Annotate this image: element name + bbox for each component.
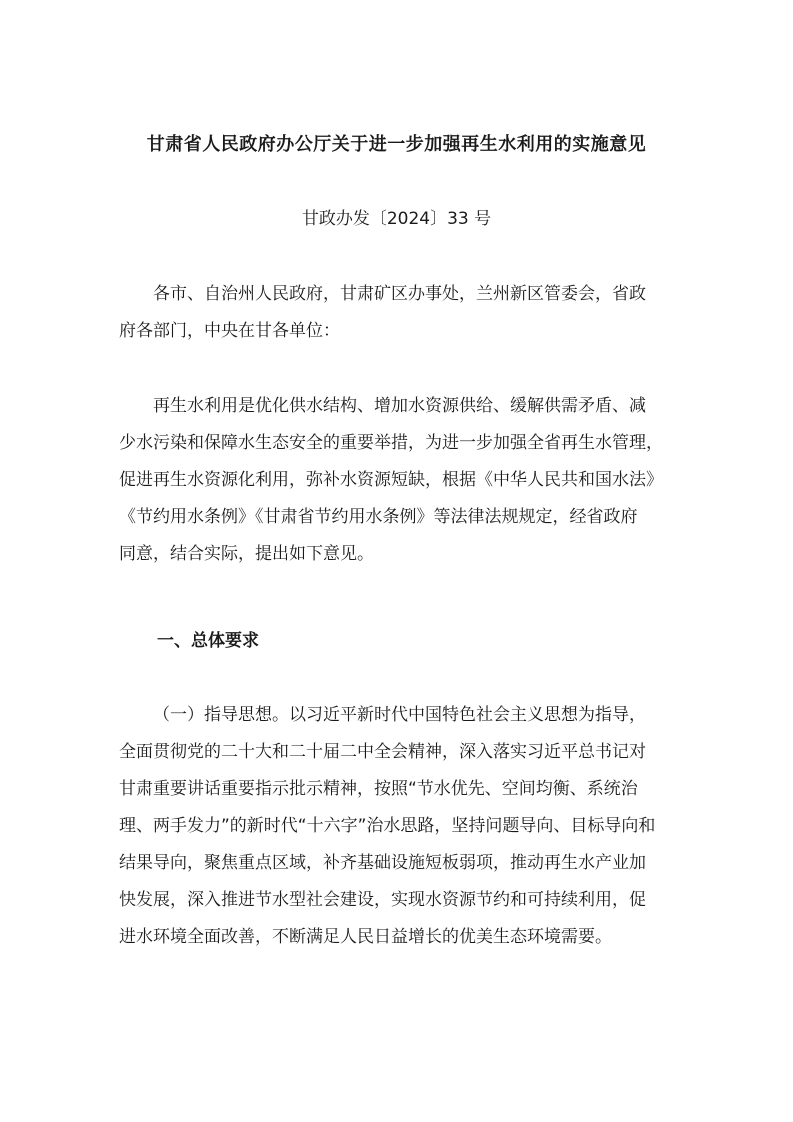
guiding-line: （一）指导思想。以习近平新时代中国特色社会主义思想为指导， <box>153 705 646 725</box>
intro-line: 《节约用水条例》《甘肃省节约用水条例》等法律法规规定，经省政府 <box>119 507 638 527</box>
document-title: 甘肃省人民政府办公厅关于进一步加强再生水利用的实施意见 <box>146 134 647 155</box>
intro-line: 促进再生水资源化利用，弥补水资源短缺，根据《中华人民共和国水法》 <box>119 470 663 490</box>
guiding-line: 全面贯彻党的二十大和二十届二中全会精神，深入落实习近平总书记对 <box>119 742 646 762</box>
document-number: 甘政办发〔2024〕33 号 <box>301 209 492 229</box>
intro-paragraph <box>119 388 679 573</box>
intro-line: 同意，结合实际，提出如下意见。 <box>119 544 374 564</box>
guiding-line: 进水环境全面改善，不断满足人民日益增长的优美生态环境需要。 <box>119 927 612 947</box>
addressee-line: 府各部门，中央在甘各单位： <box>119 321 340 341</box>
addressee-line: 各市、自治州人民政府，甘肃矿区办事处，兰州新区管委会，省政 <box>153 284 646 304</box>
guiding-line: 结果导向，聚焦重点区域，补齐基础设施短板弱项，推动再生水产业加 <box>119 853 646 873</box>
guiding-line: 快发展，深入推进节水型社会建设，实现水资源节约和可持续利用，促 <box>119 890 646 910</box>
guiding-line: 理、两手发力”的新时代“十六字”治水思路，坚持问题导向、目标导向和 <box>119 816 656 836</box>
intro-line: 再生水利用是优化供水结构、增加水资源供给、缓解供需矛盾、减 <box>153 396 646 416</box>
addressee-paragraph <box>119 276 679 350</box>
guiding-line: 甘肃重要讲话重要指示批示精神，按照“节水优先、空间均衡、系统治 <box>119 779 638 799</box>
guiding-ideology-paragraph <box>119 697 679 956</box>
section-heading: 一、总体要求 <box>157 631 259 651</box>
intro-line: 少水污染和保障水生态安全的重要举措，为进一步加强全省再生水管理， <box>119 433 663 453</box>
